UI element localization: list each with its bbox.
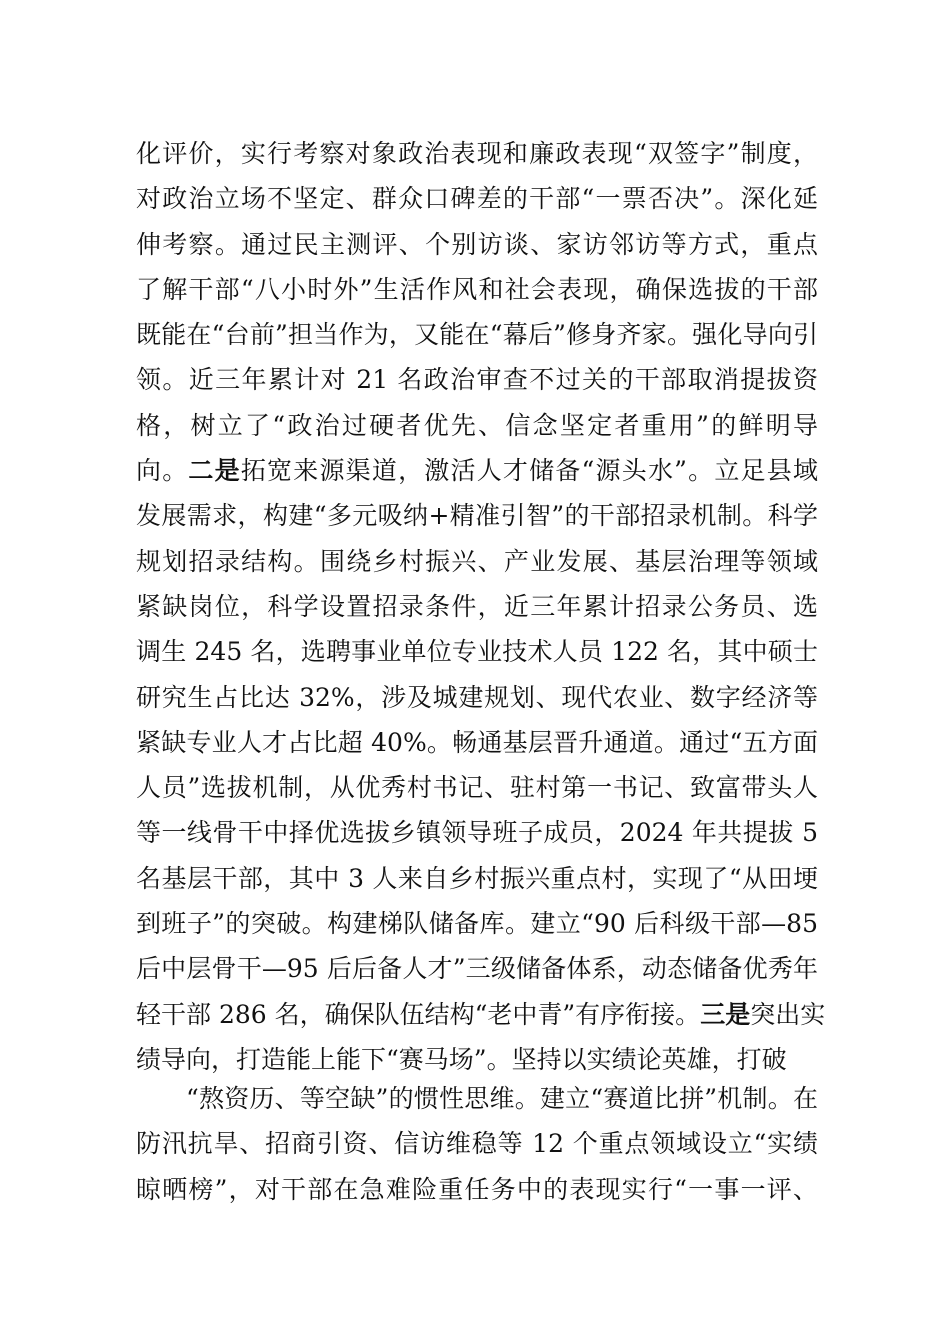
text-line: 晾晒榜”，对干部在急难险重任务中的表现实行“一事一评、 [136,1174,818,1204]
text-line: 人员”选拔机制，从优秀村书记、驻村第一书记、致富带头人 [136,773,818,803]
text-line: 格，树立了“政治过硬者优先、信念坚定者重用”的鲜明导 [136,410,818,440]
text-line: 调生 245 名，选聘事业单位专业技术人员 122 名，其中硕士 [136,637,818,667]
text-line-with-bold [136,448,818,493]
body-paragraph [136,131,826,1082]
text-line: 等一线骨干中择优选拔乡镇领导班子成员，2024 年共提拔 5 [136,818,818,848]
text-line: 紧缺岗位，科学设置招录条件，近三年累计招录公务员、选 [136,591,818,621]
text-line: 了解干部“八小时外”生活作风和社会表现，确保选拔的干部 [136,274,818,304]
text-line: 领。近三年累计对 21 名政治审查不过关的干部取消提拔资 [136,365,818,395]
text-line: “熬资历、等空缺”的惯性思维。建立“赛道比拼”机制。在 [186,1084,818,1113]
text-line: 到班子”的突破。构建梯队储备库。建立“90 后科级干部—85 [136,909,818,939]
text-line: 规划招录结构。围绕乡村振兴、产业发展、基层治理等领域 [136,546,818,576]
text-line: 既能在“台前”担当作为，又能在“幕后”修身齐家。强化导向引 [136,320,818,350]
bold-marker: 二是 [188,456,241,486]
text-line: 伸考察。通过民主测评、个别访谈、家访邻访等方式，重点 [136,229,818,259]
text-line: 绩导向，打造能上能下“赛马场”。坚持以实绩论英雄，打破 [136,1044,787,1074]
body-paragraph [136,1076,818,1212]
text-run: 轻干部 286 名，确保队伍结构“老中青”有序衔接。 [136,999,701,1029]
text-run: 突出实 [750,999,826,1029]
text-line: 名基层干部，其中 3 人来自乡村振兴重点村，实现了“从田埂 [136,863,818,893]
text-run: 向。 [136,456,189,486]
text-run: 拓宽来源渠道，激活人才储备“源头水”。立足县域 [240,456,818,486]
text-line: 化评价，实行考察对象政治表现和廉政表现“双签字”制度， [136,139,818,168]
bold-marker: 三是 [700,999,751,1029]
text-line-with-bold [136,992,826,1037]
text-line: 对政治立场不坚定、群众口碑差的干部“一票否决”。深化延 [136,184,818,214]
text-line: 防汛抗旱、招商引资、信访维稳等 12 个重点领域设立“实绩 [136,1129,818,1159]
text-line: 紧缺专业人才占比超 40%。畅通基层晋升通道。通过“五方面 [136,727,818,757]
text-line: 发展需求，构建“多元吸纳+精准引智”的干部招录机制。科学 [136,501,818,531]
text-line: 研究生占比达 32%，涉及城建规划、现代农业、数字经济等 [136,682,818,712]
text-line: 后中层骨干—95 后后备人才”三级储备体系，动态储备优秀年 [136,954,818,984]
